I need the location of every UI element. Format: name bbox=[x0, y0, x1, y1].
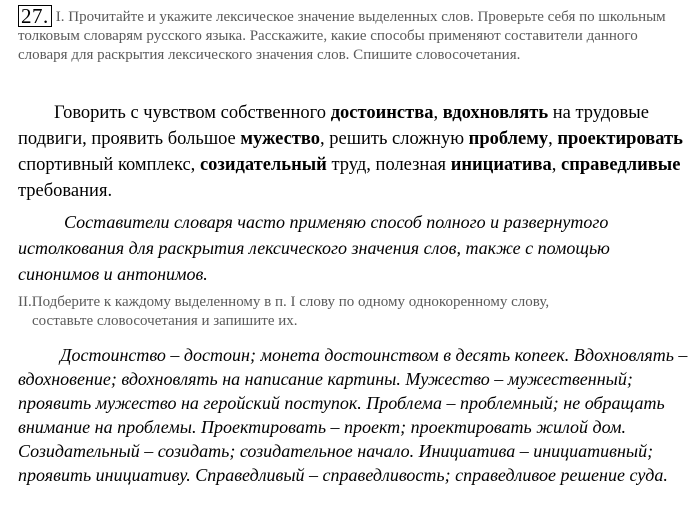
sentence-part: , решить сложную bbox=[320, 129, 469, 149]
example-sentence bbox=[18, 100, 698, 204]
highlighted-word: проблему bbox=[468, 129, 549, 149]
sentence-part: труд, полезная bbox=[326, 155, 451, 175]
task-one-text: I. Прочитайте и укажите лексическое значение выделенных слов. Проверьте себя по школьным толковым словарям русского языка. Расскажите, какие способы применяют составители данного словаря для раскрытия лексического значения слов. Спишите словосочетания. bbox=[18, 9, 666, 63]
exercise-number: 27. bbox=[18, 5, 52, 27]
task-two bbox=[18, 293, 688, 331]
highlighted-word: справедливые bbox=[561, 155, 681, 175]
sentence-part: , bbox=[551, 155, 561, 175]
highlighted-word: мужество bbox=[240, 129, 321, 149]
sentence-part: Говорить с чувством собственного bbox=[54, 103, 331, 123]
task-two-line-2: составьте словосочетания и запишите их. bbox=[32, 313, 298, 329]
task-one bbox=[18, 5, 688, 65]
highlighted-word: проектировать bbox=[557, 129, 683, 149]
highlighted-word: инициатива bbox=[450, 155, 552, 175]
highlighted-word: созидательный bbox=[199, 155, 327, 175]
task-two-line-1: II.Подберите к каждому выделенному в п. I слову по одному однокоренному слову, bbox=[18, 294, 550, 310]
sentence-part: , bbox=[548, 129, 558, 149]
sentence-part: спортивный комплекс, bbox=[18, 155, 200, 175]
answer-one: Составители словаря часто применяю способ полного и развернутого истолкования для раскрытия лексического значения слов, также с помощью синонимов и антонимов. bbox=[18, 212, 610, 284]
highlighted-word: вдохновлять bbox=[442, 103, 549, 123]
sentence-part: , bbox=[433, 103, 443, 123]
sentence-part: на трудовые подвиги, проявить большое bbox=[18, 103, 649, 149]
sentence-part: требования. bbox=[18, 181, 113, 201]
answer-two: Достоинство – достоин; монета достоинством в десять копеек. Вдохновлять – вдохновение; вдохновлять на написание картины. Мужество – мужественный; проявить мужество на геройский поступок. Проблема – проблемный; не обращать внимание на проблемы. Проектировать – проект; проектировать жилой дом. Созидательный – созидать; созидательное начало. Инициатива – инициативный; проявить инициативу. Справедливый – справедливость; справедливое решение суда. bbox=[18, 345, 688, 485]
highlighted-word: достоинства bbox=[330, 103, 434, 123]
